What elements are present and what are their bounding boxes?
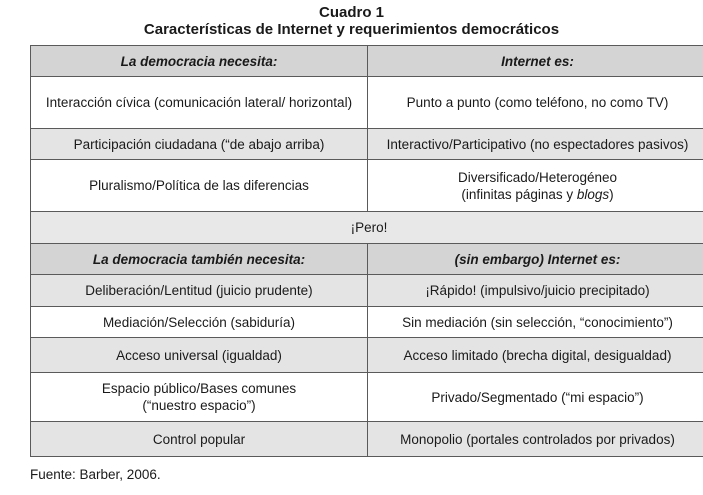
table-row (31, 373, 703, 422)
cell-limited-access: Acceso limitado (brecha digital, desigualdad) (368, 338, 703, 373)
table-row (31, 160, 703, 212)
cell-citizen-participation: Participación ciudadana (“de abajo arriba) (31, 129, 368, 160)
header-democracy-needs: La democracia necesita: (31, 46, 368, 77)
source-note: Fuente: Barber, 2006. (30, 467, 161, 482)
table-row (31, 422, 703, 457)
header-however-internet-is: (sin embargo) Internet es: (368, 244, 703, 275)
cell-interactive: Interactivo/Participativo (no espectadores pasivos) (368, 129, 703, 160)
cell-mediation: Mediación/Selección (sabiduría) (31, 307, 368, 338)
table-header-row-2 (31, 244, 703, 275)
cell-private: Privado/Segmentado (“mi espacio”) (368, 373, 703, 422)
democracy-internet-table (30, 45, 703, 457)
header-internet-is: Internet es: (368, 46, 703, 77)
table-row (31, 275, 703, 307)
cell-diversified-line2-em: blogs (576, 186, 610, 202)
cell-pluralism: Pluralismo/Política de las diferencias (31, 160, 368, 212)
cell-civic-interaction: Interacción cívica (comunicación lateral/ horizontal) (31, 77, 368, 129)
cell-but: ¡Pero! (31, 212, 703, 244)
table-header-row (31, 46, 703, 77)
table-row (31, 307, 703, 338)
table-row-but (31, 212, 703, 244)
table-caption-title: Características de Internet y requerimientos democráticos (143, 21, 560, 38)
cell-diversified-line1: Diversificado/Heterogéneo (457, 169, 618, 185)
cell-public-space (31, 373, 368, 422)
header-democracy-also-needs: La democracia también necesita: (31, 244, 368, 275)
cell-fast: ¡Rápido! (impulsivo/juicio precipitado) (368, 275, 703, 307)
cell-diversified-line2-post: ) (609, 186, 614, 202)
cell-public-space-line1: Espacio público/Bases comunes (101, 381, 297, 396)
cell-public-space-line2: (“nuestro espacio”) (142, 398, 256, 413)
cell-universal-access: Acceso universal (igualdad) (31, 338, 368, 373)
cell-deliberation: Deliberación/Lentitud (juicio prudente) (31, 275, 368, 307)
cell-diversified-line2-pre: (infinitas páginas y (461, 186, 577, 202)
table-row (31, 77, 703, 129)
table-row (31, 129, 703, 160)
cell-popular-control: Control popular (31, 422, 368, 457)
cell-no-mediation: Sin mediación (sin selección, “conocimiento”) (368, 307, 703, 338)
table-caption-number: Cuadro 1 (318, 4, 384, 21)
cell-point-to-point: Punto a punto (como teléfono, no como TV) (368, 77, 703, 129)
cell-monopoly: Monopolio (portales controlados por privados) (368, 422, 703, 457)
cell-diversified (368, 160, 703, 212)
table-row (31, 338, 703, 373)
